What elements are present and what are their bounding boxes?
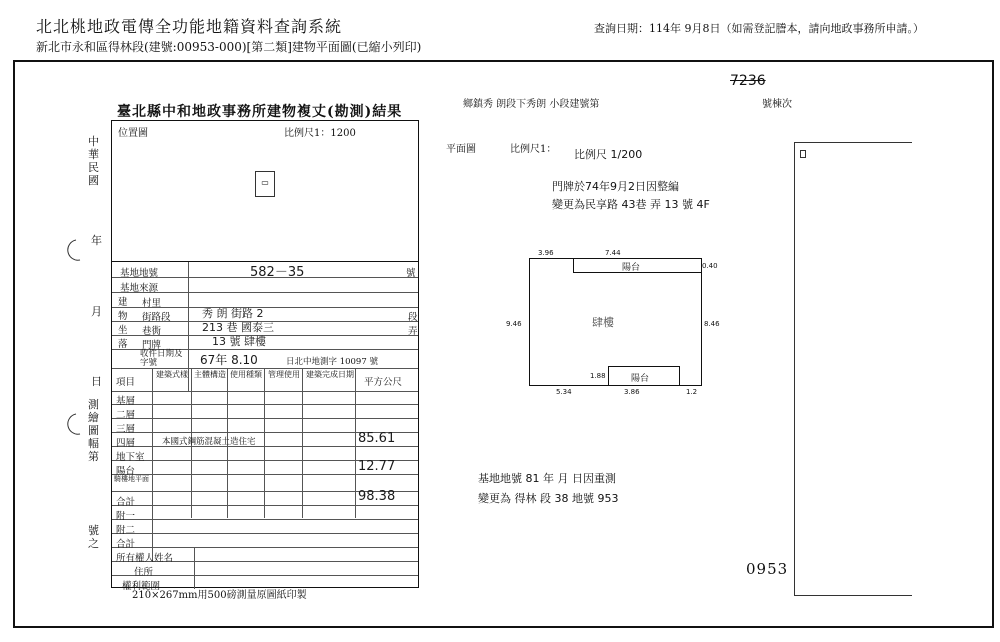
note-new-address: 變更為民享路 43巷 弄 13 號 4F [552,198,710,211]
lane-label: 巷衖 [142,326,162,337]
margin-mark [800,150,806,158]
village-label: 村里 [142,298,162,309]
location-symbol: ▭ [255,171,275,197]
stamp-number: 7236 [730,73,766,89]
binding-margin [794,142,912,596]
base-lot-value: 582－35 [250,265,305,280]
side-label-day: 日 [91,375,102,388]
side-label-year: 年 [91,234,102,247]
floor4-area: 85.61 [358,431,396,446]
punch-hole-icon [58,410,88,440]
owner-label: 所有權人姓名 [116,553,174,564]
plan-header-right: 號棟次 [762,99,792,110]
side-label-era: 中華民國 [88,135,99,187]
complete-date-header: 建築完成日期 [306,370,354,379]
floor-row: 陽台 [116,466,136,477]
form-title: 臺北縣中和地政事務所建物複丈(勘測)結果 [117,104,403,120]
floor-row: 地下室 [116,452,145,463]
dimension-label: 3.96 [538,249,554,257]
item-header: 項目 [116,377,136,388]
punch-hole-icon [58,236,88,266]
receipt-no: 日北中地測字 10097 號 [286,357,378,367]
floor-row: 三層 [116,424,136,435]
floor-row: 四層 [116,438,136,449]
side-label-no: 號之 [88,524,99,550]
manage-header: 管理使用 [268,370,300,379]
dimension-label: 1.2 [686,388,698,396]
door-label: 門牌 [142,340,162,351]
structure-header: 主體構造 [194,370,226,379]
side-label-month: 月 [91,305,102,318]
balcony-bottom [608,366,680,386]
note-door-renumber: 門牌於74年9月2日因整編 [552,180,679,193]
rights-label: 權利範圍 [122,581,161,592]
receipt-label: 收件日期及字號 [140,349,183,368]
balcony-top [573,258,702,273]
floor-row: 合計 [116,539,136,550]
dimension-label: 9.46 [506,320,522,328]
plan-label: 平面圖 [446,144,476,155]
sqm-header: 平方公尺 [364,377,403,388]
usage-header: 使用種類 [230,370,262,379]
floor4-desc: 本國式鋼筋混凝土造住宅 [162,437,256,447]
survey-form [111,120,419,592]
floor-row: 二層 [116,410,136,421]
plan-scale-value: 比例尺 1/200 [574,148,643,161]
construction-header: 建築式樣 [156,370,188,379]
base-lot-label: 基地地號 [120,268,159,279]
note-lot-resurvey: 基地地號 81 年 月 日因重測 [478,472,616,485]
dimension-label: 1.88 [590,372,606,380]
dimension-label: 3.86 [624,388,640,396]
document-number: 0953 [746,560,789,578]
hao-label: 號 [406,268,416,279]
location-scale: 比例尺1：1200 [284,128,356,139]
receipt-date: 67年 8.10 [200,353,258,367]
side-label-sheet: 測繪圖幅第 [88,398,99,463]
query-date: 查詢日期：114年 9月8日（如需登記謄本，請向地政事務所申請。） [594,22,924,35]
location-map [112,121,418,262]
street-section-label: 街路段 [142,312,171,323]
system-title: 北北桃地政電傳全功能地籍資料查詢系統 [36,17,343,36]
room-label: 肆樓 [592,316,614,329]
street-value: 秀 朗 街路 2 [202,307,264,320]
balcony-area: 12.77 [358,459,396,474]
plan-scale: 比例尺1： [510,144,557,155]
dimension-label: 7.44 [605,249,621,257]
paper-spec: 210×267mm用500磅測量原圖紙印製 [132,590,307,601]
balcony-bottom-label: 陽台 [631,374,650,384]
building-address-label: 建物坐落 [118,297,128,350]
duan-label: 段 [408,312,418,323]
floor-row: 騎樓地平面 [114,475,149,483]
address-label: 住所 [134,567,154,578]
dimension-label: 0.40 [702,262,718,270]
balcony-top-label: 陽台 [622,263,641,273]
note-lot-change: 變更為 得林 段 38 地號 953 [478,492,619,505]
lane-value: 213 巷 國泰三 [202,321,274,334]
total-area: 98.38 [358,489,396,504]
dimension-label: 8.46 [704,320,720,328]
record-subtitle: 新北市永和區得林段(建號:00953-000)[第二類]建物平面圖(已縮小列印) [36,40,422,54]
floor-row: 附二 [116,525,136,536]
floor-row: 合計 [116,497,136,508]
base-source-label: 基地來源 [120,283,159,294]
door-value: 13 號 肆樓 [212,335,266,348]
plan-header: 鄉鎮秀 朗段下秀朗 小段建號第 [463,99,600,110]
floor-row: 附一 [116,511,136,522]
location-label: 位置圖 [118,128,148,139]
nong-label: 弄 [408,326,418,337]
dimension-label: 5.34 [556,388,572,396]
floor-row: 基層 [116,396,136,407]
